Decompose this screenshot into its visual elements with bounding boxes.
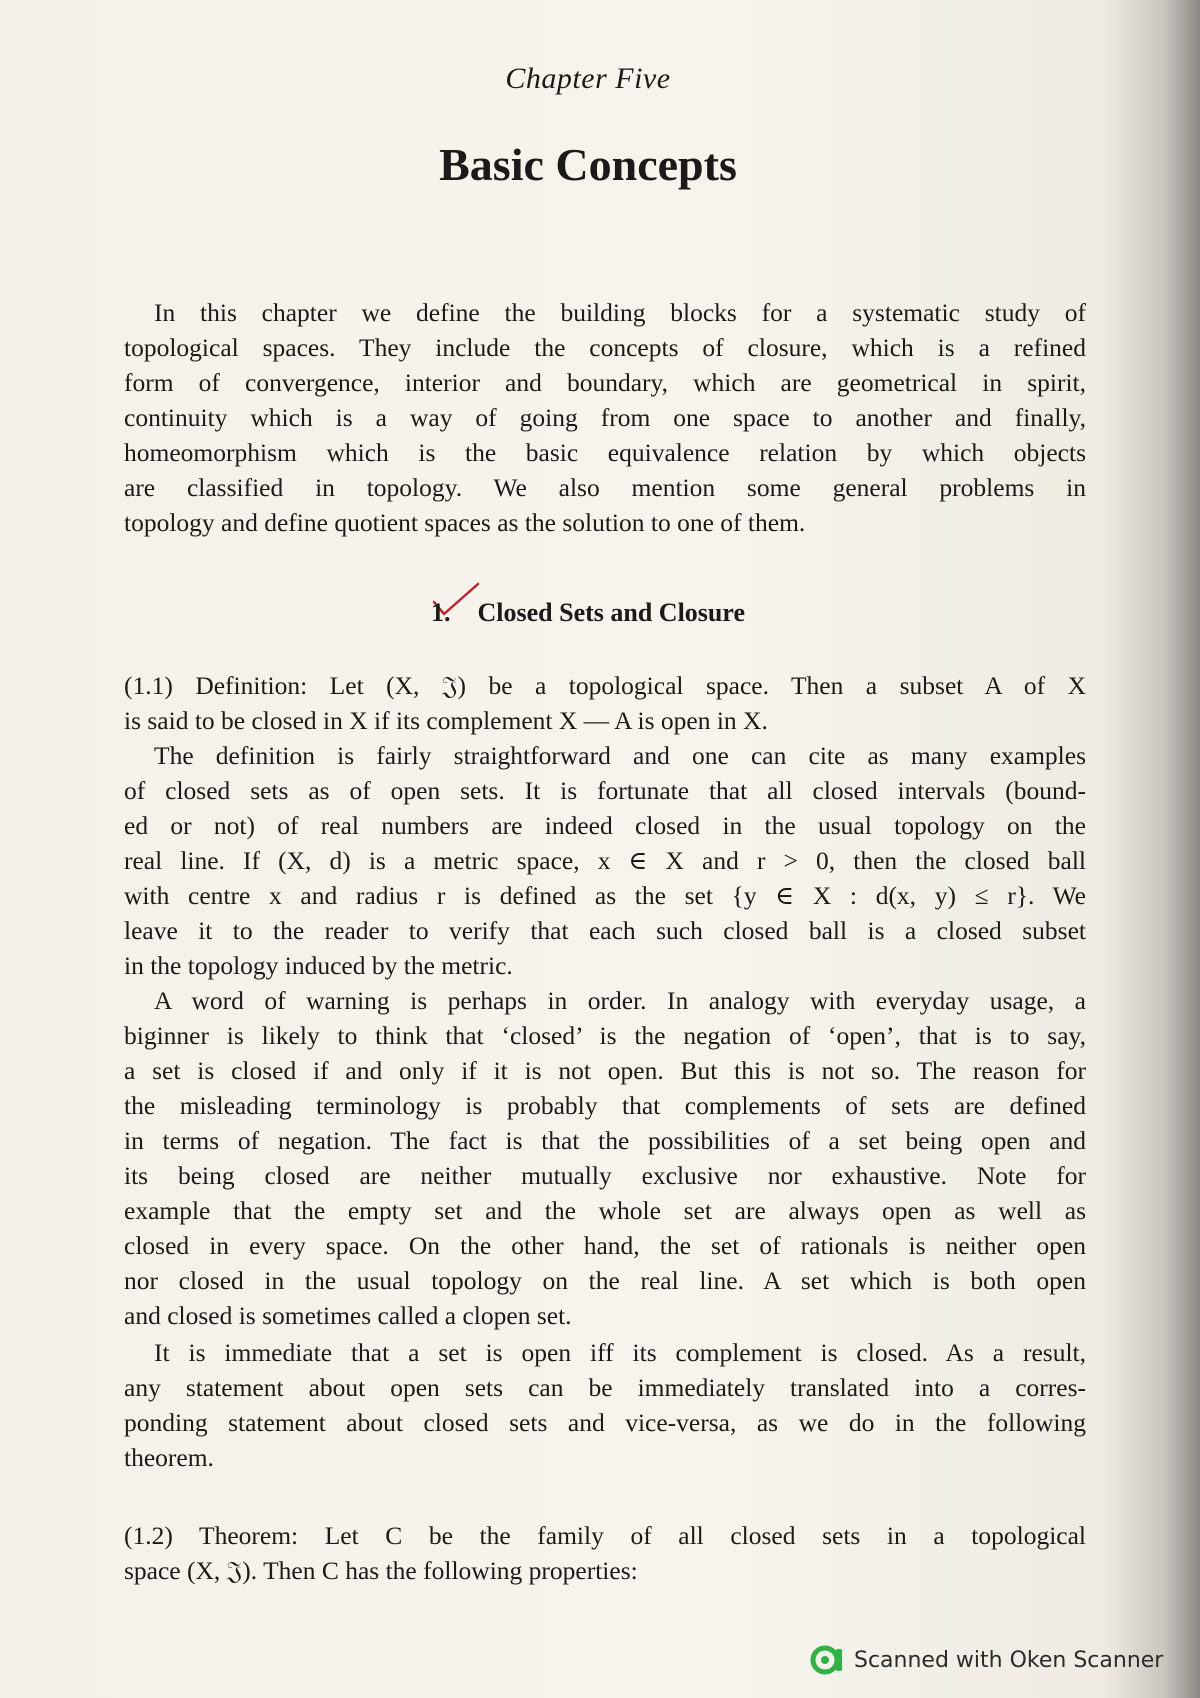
definition-block bbox=[124, 668, 1086, 738]
chapter-label: Chapter Five bbox=[505, 62, 671, 95]
body-paragraph-2 bbox=[124, 983, 1086, 1333]
text-line: biginner is likely to think that ‘closed’ is the negation of ‘open’, that is to say, bbox=[124, 1021, 1086, 1050]
text-line: form of convergence, interior and boundary, which are geometrical in spirit, bbox=[124, 368, 1086, 397]
text-line: real line. If (X, d) is a metric space, x ∈ X and r > 0, then the closed ball bbox=[124, 846, 1086, 875]
section-number: 1. bbox=[430, 598, 451, 627]
text-line: in the topology induced by the metric. bbox=[124, 951, 513, 980]
scanner-watermark bbox=[810, 1642, 1163, 1678]
intro-paragraph bbox=[124, 295, 1086, 540]
text-line: in terms of negation. The fact is that the possibilities of a set being open and bbox=[124, 1126, 1086, 1155]
body-paragraph-1 bbox=[124, 738, 1086, 983]
oken-scanner-logo-icon bbox=[810, 1643, 844, 1677]
text-line: A word of warning is perhaps in order. In analogy with everyday usage, a bbox=[154, 986, 1086, 1015]
text-line: with centre x and radius r is defined as the set {y ∈ X : d(x, y) ≤ r}. We bbox=[124, 881, 1086, 910]
text-line: the misleading terminology is probably that complements of sets are defined bbox=[124, 1091, 1086, 1120]
text-line: (1.2) Theorem: Let C be the family of all closed sets in a topological bbox=[124, 1521, 1086, 1550]
section-heading bbox=[0, 598, 1176, 628]
text-line: (1.1) Definition: Let (X, 𝔍) be a topological space. Then a subset A of X bbox=[124, 671, 1086, 700]
text-line: topological spaces. They include the concepts of closure, which is a refined bbox=[124, 333, 1086, 362]
chapter-title: Basic Concepts bbox=[439, 139, 737, 190]
text-line: topology and define quotient spaces as the solution to one of them. bbox=[124, 508, 806, 537]
scanner-text: Scanned with Oken Scanner bbox=[854, 1647, 1164, 1673]
text-line: ponding statement about closed sets and vice-versa, as we do in the following bbox=[124, 1408, 1086, 1437]
text-line: nor closed in the usual topology on the real line. A set which is both open bbox=[124, 1266, 1086, 1295]
theorem-block bbox=[124, 1518, 1086, 1588]
text-line: its being closed are neither mutually exclusive nor exhaustive. Note for bbox=[124, 1161, 1086, 1190]
text-line: theorem. bbox=[124, 1443, 214, 1472]
text-line: ed or not) of real numbers are indeed closed in the usual topology on the bbox=[124, 811, 1086, 840]
text-line: The definition is fairly straightforward and one can cite as many examples bbox=[154, 741, 1086, 770]
text-line: of closed sets as of open sets. It is fortunate that all closed intervals (bound- bbox=[124, 776, 1086, 805]
text-line: example that the empty set and the whole set are always open as well as bbox=[124, 1196, 1086, 1225]
text-line: leave it to the reader to verify that each such closed ball is a closed subset bbox=[124, 916, 1086, 945]
text-line: homeomorphism which is the basic equivalence relation by which objects bbox=[124, 438, 1086, 467]
text-line: continuity which is a way of going from one space to another and finally, bbox=[124, 403, 1086, 432]
text-line: and closed is sometimes called a clopen set. bbox=[124, 1301, 572, 1330]
text-line: space (X, 𝔍). Then C has the following properties: bbox=[124, 1556, 638, 1585]
text-line: a set is closed if and only if it is not open. But this is not so. The reason for bbox=[124, 1056, 1086, 1085]
text-line: It is immediate that a set is open iff its complement is closed. As a result, bbox=[154, 1338, 1086, 1367]
text-line: any statement about open sets can be immediately translated into a corres- bbox=[124, 1373, 1086, 1402]
text-line: closed in every space. On the other hand, the set of rationals is neither open bbox=[124, 1231, 1086, 1260]
section-title: Closed Sets and Closure bbox=[477, 598, 745, 627]
text-line: is said to be closed in X if its complement X — A is open in X. bbox=[124, 706, 768, 735]
text-line: In this chapter we define the building blocks for a systematic study of bbox=[154, 298, 1086, 327]
body-paragraph-3 bbox=[124, 1335, 1086, 1475]
text-line: are classified in topology. We also mention some general problems in bbox=[124, 473, 1086, 502]
